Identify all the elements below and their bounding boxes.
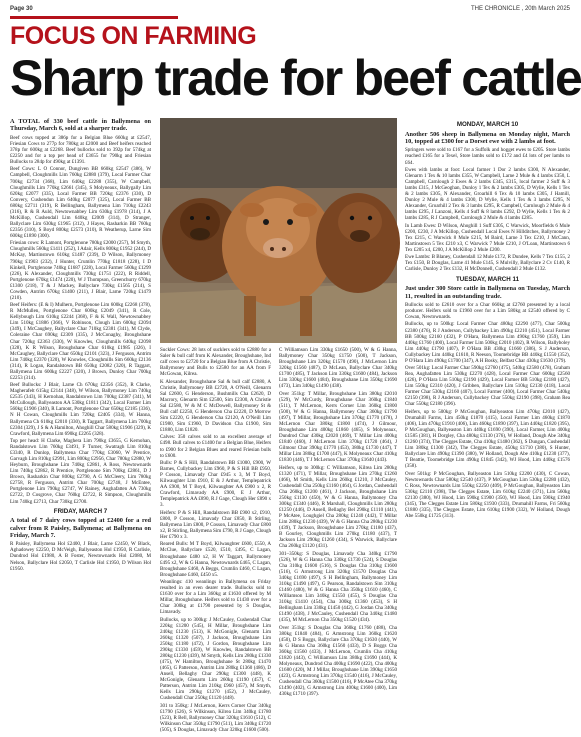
- paragraph: C Williamson Lim 330kg £1650 (500), W & G Hanna, Ballymoney Char 350kg £1750 (500), T Jackson, Broughshane Lim 320kg £1570 (490), J McLernon Lim 320kg £1560 (487), D McLean, Ballyclare Char 340kg £1700 (485), T Jackson Lim 330kg £1600 (484), Jackson Lim 330kg £1600 (484), Broughshane Lim 350kg £1690 (473), Lim 340kg £1490 (438).: [279, 347, 397, 390]
- paragraph: Top per head: H Clarke, Maghera Lim 790kg £3655, G Kernohan, Randalstown Lim 760kg £3491, F Turner, Swatragh Lim 810kg £3340, R Dunlop, Ballymena Char 770kg £3060, W Prentice, Garvagh Lim 810kg £2991, Lim 800kg £2956, Char 780kg £2880, W Heyburn, Broughshane Lim 740kg £2861, A Ross, Newtownards Lim 740kg £2862, R Prentice, Portglenone Sim 700kg £2861, D J Brown, Rasharkin Char 800kg £2790, A G McCleery, Lim 780kg £2758, R Ferguson, Antrim Char 700kg £2748, J McEntee, Portglenone Lim 790kg £2747, W Rainey, Aughafatten AA 730kg £2722, D Cosgrove, Char 760kg £2722, R Simpson, Cloughmills Lim 740kg £2713, Char 730kg £2700.: [10, 438, 151, 505]
- paragraph: Bullocks, up to 500kg: Local Farmer Char 480kg £2290 (477), Char 500kg £2380 (476), R J Anderson, Cullybackey Lim 490kg £2210 (451), Local Farmer BB 500kg £2160 (432), P O'Hara, Ballymena Lim 490kg £1760 (359), Lim 440kg £1760 (400), Local Farmer Lim 500kg £2010 (402), R Wilson, Ballyboley Lim 440kg £1790 (407), P O'Hara BB 430kg £1660 (386), S J Anderson, Cullybackey Lim 440kg £1610, R Neeson, Toomebridge BB 440kg £1550 (352), P O'Hara Lim 490kg £1700 (347), A H Bosky, Belfast Char 430kg £1630 (379).: [405, 321, 570, 364]
- article-column-2: [160, 347, 271, 733]
- paragraph: Calves: 350 calves sold to an excellent average of £498. Bull calves to £1400 for a Belgian Blue, Heifers to £900 for 2 Belgian Blues and reared Friesian bulls to £600.: [160, 434, 271, 459]
- paragraph: Bullocks sold to £2610 over for a Char 660kg at £2760 presented by a local producer. Heifers sold to £1960 over for a Lim 580kg at £2540 offered by C Cowan, Newtownards.: [405, 301, 570, 321]
- paragraph: Reared Bulls: M T Boyd, Kilwaughter £600, £550, A McClue, Ballyclare £520, £510, £495, C Lagan, Broughshane £480 x2, H W Taggart, Ballymoney £495 x2, W & G Hanna, Newtownards £465, C Lagan, Broughshane £460, A Beggs, Crumlin £460, C Lagan, Broughshane £460, £450 x5.: [160, 541, 271, 578]
- paragraph: Over 351kg: T Millar, Broughshane Lim 380kg £2010 (529), W McCurdy, Broughshane Char 360kg £1840 (511), T McLernon, Kerrs Corner Lim 360kg £1800 (500), W & G Hanna, Ballymoney Char 360kg £1790 (497), T Millar, Broughshane Lim 370kg £1770 (478), J McLernon Char 380kg £1800 (474), J Gilmour, Broughshane Lim 400kg £1860 (465), S Molyneaux, Dundrod Char 430kg £2020 (469), T Millar Lim 400kg £1840 (460), J McLernon Lim 370kg £1720 (464), J Gilmour Char 390kg £1770 (453), 380kg £1730 (447), T Millar Lim 380kg £1700 (447), K Molyneaux Char 410kg £1830 (446), T J McLernon Char 370kg £1640 (443).: [279, 390, 397, 464]
- page-header: [10, 3, 570, 14]
- article-column-4: [405, 118, 570, 728]
- paragraph: Beef cows topped at 386p for a Belgian Blue 660kg at £2547, Friesian Cows to 277p for 780kg at £2000 and Beef heifers reached 378p for 600kg at £2268. Beef bullocks sold to 392p for 574kg at £2250 and for a top per head of £3655 for 790kg and Friesian Bullocks to 284p for 490kg at £1391.: [10, 134, 151, 165]
- subhead-tuesday: TUESDAY, MARCH 11: [455, 275, 520, 283]
- paragraph: Heifers, up to 500kg: P McGoughan, Ballyeaston Lim 470kg £2010 (427), Drumahill Farms, Lim 450kg £1870 (415), Local Farmer Lim 460kg £1870 (406), Lim 470kg £1910 (406), Lim 460kg £1890 (397), Lim 440kg £1820 (395), P McGoughan, Ballyeaston Lim 440kg £1690 (390), Local Farmer, Lim 400kg £1585 (381), H Dorgley, Cha 480kg £1130 (376), W Holland, Dough Abe 340kg £1260 (374), The Clegges Estate, Cha 410kg £1480 (362), S Dungan, Cushendall Lim 380kg £1300 (342), The Clegges Estate, 450kg £1710 (380), S Hunter, Ballyclare Lim 490kg £1390 (380), W Holland, Dough Abe 410kg £1230 (377), T Beattie, Toomebridge Lim 490kg £1845 (342), WJ Hood, Lim 440kg £1576 (358).: [405, 408, 570, 470]
- paragraph: Heifers: P & S Hill, Randalstown BB £900 x2, £910, £800, P Cosson, Limavady Char £850, B Stirling, Ballymena Lim £800, P Cosson, Limavady Char £800 x2, B Stirling, Ballymena Sim £790, R J Gage, Clough Her £790 x 3.: [160, 509, 271, 540]
- paragraph: Bullocks, up to 300kg: J McCauley, Cushendall Char 220kg £1200 (545), H Millar, Broughshane Lim 240kg £1230 (513), K McGonigle, Glenarm Lim 260kg £1320 (507), J Jackson, Broughshane Lim 250kg £1180 (472), J Gordon, Broughshane Lim 290kg £1330 (459), W Knowles, Randalstown BB 280kg £1230 (439), M Smyth, Kells Lim 280kg £1330 (475), W Hamilton, Broughshane St 280kg £1470 (465), G Patterson, Antrim Lim 280kg £1360 (486), D Ansell, Bellaghy Char 290kg £1300 (448), K McGonigle, Glenarm Lim 260kg £1190 (457), C Patterson, Antrim Lim 210kg £960 (457), M Smyth, Kells Lim 290kg £1270 (452), J McCauley, Cushendall Char 250kg £1120 (448).: [160, 616, 271, 702]
- paragraph: K Alexander, Broughshane Sal & bull calf £2880, A Christie, Ballymoney BB £2720, A O'Neill, Glenarm Sal £2600, G Henderson, Bushmills Cha £2620, D Macrory, Glenarm Sim £2500, Sim £2300, A Christie Sal £2580, W & M C McDowell, Ballymoney St & Bull calf £2250, G Henderson Cha £2220, D Morrow Sim £2220, G Henderson Cha £2120, A O'Neill Lim £1980, Sim £1960, D Davidson Cha £1900, Sim £1880, Lim £1820.: [160, 378, 271, 433]
- monday-lead: Another 506 sheep in Ballymena on Monday night, March 10, topped at £300 for a Dorset ewe with 2 lambs at foot.: [405, 130, 570, 145]
- paragraph: Friesian cows: R Lamont, Portglenone 780kg £2000 (257), M Smyth, Cloughmills 560kg £1411 (252), I Adair, Kells 800kg £1952 (244), D McKay, Martinstown 610kg £1487 (239), D Wilson, Ballymoney 790kg £1903 (232), J Hunter, Crumlin 770kg £1818 (228), I D Kinkell, Portglenone 740kg £1687 (228), Local Farmer 560kg £1299 (226), K Alexander, Cloughmills 730kg £1751 (222), R Riddell, Portglenone 670kg £1474 (220), W J Thompson, Greenchurry 670kg £1300 (218), T & J Mackey, Ballyclare 730kg £1565 (214), S Cowden, Antrim 670kg £1400 (211), J Blair, Larne 720kg £1479 (210).: [10, 240, 151, 301]
- masthead: THE CHRONICLE , 20th March 2025: [470, 5, 570, 12]
- paragraph: Beef Heifers: (E & I) Mulhern, Portglenone Lim 600kg £2268 (378), R McMullen, Portglenone Char 600kg £2049 (341), R Cole, Kellybough Lim 610kg £2244 (368), F & K Wall, Newtownabbey Lim 510kg £1886 (366), V Robinson, Clough Lim 600kg £2094 (349), I McCaughey, Ballyclare Char 710kg £2381 (341), M Clyde, Coleraine Char 690kg £2309 (335), J McConaghy, Broughshane Char 720kg £2363 (330), W Knowles, Cloughmills 640kg £2098 (328), K R Wilson, Broughshane Char 610kg £1985 (326), I McCaughey, Ballyclare Char 650kg £2101 (323), J Ferguson, Antrim Lim 740kg £2370 (320), W Knowles, Cloughmills Sim 660kg £2136 (314), R Logan, Randalstown BB 650kg £2082 (320), R Taggart, Ballymena Lim 600kg £2227 (320), J Brown, Dunloy Char 700kg £2253 (314).: [10, 302, 151, 381]
- paragraph: Over 501kg: P McGoughan, Ballyeaston Lim 510kg £2200 (430), C Cowan, Newtownards Char 580kg £2540 (437), P McGoughan Lim 530kg £2280 (432), C Ross, Newtownards Lim 550kg £2250 (409), P McGoughan, Ballyeaston Lim 530kg £2110 (398), The Clegges Estate, Lim 610kg £2240 (371), Lim 560kg £2130 (380), WJ Hood, Lim 590kg £1900 (350), WJ Hood, Lim 590kg £1940 (345), The Clegges Estate Lim 580kg £1930 (333), Drumahill Farms, Fri 560kg £1880 (335), The Clegges Estate, Lim 610kg £1900 (332), W Holland, Dough Abe 550kg £1725 (313).: [405, 470, 570, 520]
- section-title: FOCUS ON FARMING: [10, 22, 257, 50]
- cattle-photo: [160, 118, 397, 343]
- headline: Sharp trade for beef cattle: [10, 50, 581, 106]
- paragraph: Over 501kg: Local Farmer Char 590kg £2760 (475), 540kg £2580 (478), Graham Rea, Aughafatten Lim 530kg £2270 (428), Local Farmer Char 600kg £2560 (426), P O'Hara Lim 510kg £2190 (429), Local Farmer BB 510kg £2180 (427), Lim 550kg £2310 (420), J Gribben, Ballyclare Lim 510kg £2130 (418), Local Farmer Char 530kg £2160 (407), Local Farmer (400), Local Farmer Char 540kg £2150 (398), R J Anderson, Cullybackey Char 550kg £2190 (398), Graham Rea Char 550kg £2180 (396).: [405, 365, 570, 408]
- cattle-photo-illustration: [160, 118, 397, 343]
- subhead-friday: FRIDAY, MARCH 7: [53, 507, 108, 515]
- paragraph: Suckler Cows: 28 lots of sucklers sold to £2880 for a Saler & bull calf from K Alexander, Broughshane, Ind calf cows to £2720 for a Belgian Blue from A Christie, Ballymoney and Bulls to £2580 for an AA from F McGowan, Kilrea.: [160, 347, 271, 378]
- article-lead: A TOTAL of 330 beef cattle in Ballymena on Thursday, March 6, sold at a sharper trade.: [10, 118, 151, 133]
- paragraph: Heifers, up to 300kg: C Williamson, Kilrea Lim 280kg £1320 (471), T Millar, Broughshane Lim 270kg £1260 (466), M Smith, Kells Lim 260kg £1210, J McCauley, Cushendall Cha 250kg £1160 (464), G Jordan, Cushendall Cha 260kg £1200 (461), J Jackson, Broughshane Lim 250kg £1130 (450), W & G Hanna, Ballymoney Cha 300kg £1340 (446), R Marshall, Cloughmills Lim 280kg £1250 (446), D Ansell, Bellaghy Bel 290kg £1110 (441), P McAtee, Loughgiel Cha 280kg £1240 (442), T Millar Lim 280kg £1230 (439), W & G Hanna Cha 280kg £1230 (439), T Jackson, Broughshane Lim 270kg £1180 (437), B Gourley, Cloughmills Lim 270kg £1180 (437), T Jackson Lim 290kg £1260 (434), S Warwick, Ballyclare Cha 260kg £1120 (431).: [279, 464, 397, 550]
- article-column-3: [279, 347, 397, 728]
- friday-lead: A total of 7 dairy cows topped at £2400 for a red calver from R Paisley, Ballymena; at Ballymena on Friday, March 7.: [10, 517, 151, 539]
- paragraph: Weanlings: 410 weanlings in Ballymena on Friday resulted in an even dearer trade. Bullocks sold to £1630 over for a Lim 360kg at £1630 offered by M Millar, Broughshane. Heifers sold to £1430 over for a Char 300kg at £1790 presented by S Douglas, Limavady.: [160, 579, 271, 616]
- paragraph: 301–350kg: S Douglas, Limavady Cha 340kg £1790 (526), W & G Hanna Cha 330kg £1730 (524), S Douglas Cha 310kg £1600 (516), S Douglas Cha 310kg £1600 (516), G Armstrong Lim 320kg £1570 Douglas Cha 340kg £1690 (497), S H Bellingham, Ballymoney Lim 310kg £1490 (497), G Pearson, Randalstown Sim 310kg £1460 (480), W & G Hanna Cha 350kg £1610 (460), C Williamson Lim 340kg £1550 (455), S Douglas Cha 310kg £1410 (454), Cha 300kg £1360 (453), S H Bellingham Lim 330kg £1450 (442), G Jordan Cha 340kg £1490 (438), J McCauley, Cushendall Cha 340kg £1480 (435), M McLernon Cha 350kg £1520 (434).: [279, 550, 397, 624]
- paragraph: Ewes with lambs at foot: Local farmer 1 Dor 2 lambs £300, N Alexander, Glenarm 1 Tex & 10 lambs £355, W Campbell, Larne 2 Mule & 4 lambs £350, L Campbell, Carnlough 2 Ewes & 2 lambs £345, £315, local farmer 2 Suff & 3 lambs £315, J McGeoghan, Dunloy 1 Tex & 2 lambs £305, D Wylie, Kells 1 Tex & 2 lambs £305, N Alexander, Groarhill 6 Tex & 10 lambs £305, J Hamill, Dunloy 2 Mule & 4 lambs £300, D Wylie, Kells 1 Tex & 3 lambs £295, N Alexander, Groarhill 2 Tex & 3 lambs £295, R Campbell, Carnlough 2 Mule & 4 lambs £295, J Lanzoni, Kells 4 Suff & 8 lambs £292, D Wylie, Kells 1 Tex & 2 lambs £285, R J Campbell, Carnlough 2 Mule & 4 lambs £285.: [405, 166, 570, 222]
- section-bar: [10, 16, 178, 19]
- page-number: Page 30: [10, 5, 33, 12]
- paragraph: Beef Cows: L O Connor, Dungiven BB 660kg £2547 (386), W Campbell, Cloughmills Lim 760kg £2880 (379), Local Farmer Char 700kg £2734 (368), Lim 640kg £2288 (355), W Campbell, Cloughmills Lim 770kg £2661 (345), S Molyneaux, Ballygally Lim 620kg £2077 (335), Local Farmer BB 720kg £2376 (330), D Convery, Cushendun Lim 640kg £2077 (325), Local Farmer BB 680kg £2711 (319), R Bellingham, Ballymena Lim 710kg £2243 (316), R & R Auld, Newtownabbey Lim 630kg £1978 (314), J A McKillop, Cushendall Lim 640kg £2009 (314), D Stranger, Ballyclare Lim 630kg £1965 (312), J Hayes, Rasharkin BB 760kg £2356 (310), S Boyd 800kg £2573 (310), R Weatherup, Larne Sim 600kg £1890 (300).: [10, 166, 151, 239]
- paragraph: Springers were sold to £167 for a Suffolk and hogget ewes to £205. Store lambs reached £165 for a Texel, Store lambs sold to £172 and £4 lots of per lambs to £64.: [405, 147, 570, 166]
- article-column-1: [10, 118, 151, 728]
- paragraph: R Paisley, Ballymena Hol £2400, J Blair, Larne £2450, W Black, Aghadowey £2250, D McVeigh, Ballyeaston Hol £1950, R Carlisle, Dundrod Hol £1980, A B Foster, Newtownards Hol £2080, M Nelson, Ballyclare Hol £2050, T Carlisle Hol £1950, D Wilson Hol £1950.: [10, 541, 151, 572]
- paragraph: 301 to 350kg: J McLernon, Kerrs Corner Char 340kg £1790 (526), S Wilkinson, Kilrea Lim 340kg £1780 (523), R Bell, Ballymoney Char 320kg £1610 (512), C Wilkinson Char 350kg £1790 (511), Lim 340kg £1720 (505), S Douglas, Limavady Char 320kg £1600 (500).: [160, 702, 271, 733]
- paragraph: Beef Bullocks: J Blair, Larne Ch 670kg £2356 (352), R Clarke, Magherafelt 615kg £2144 (348), W Wilson, Ballymoney Lim 740kg £2535 (343), H Kernohan, Randalstown Lim 700kg £2387 (341), M McCullough, Ballyeaston AA 530kg £1811 (342), Local Farmer Lim 560kg £1906 (340), R Lamont, Portglenone Char 650kg £2185 (336), N H Cowan, Cloughmills Lim 720kg £2405 (334), W Hanna, Ballymena Ch 610kg £2010 (330), R Taggart, Ballymena Lim 700kg £2304 (329), J S & A Hamilton, Ahoghill Char 580kg £1906 (329), K Crawford, Ballymena Lim 690kg £2265 (328).: [10, 382, 151, 437]
- tuesday-lead: Just under 300 Store cattle in Ballymena on Tuesday, March 11, resulted in an outstanding trade.: [405, 285, 570, 300]
- paragraph: Bulls: P & S Hill, Randalstown BB £1000, £900, W Barnes, Cullybackey Lim £960, P & S Hill BB £950, P Cosson, Limavady Char £945 x 3, M T Boyd, Kilwaughter Lim £910, E & J Arthur, Templepatrick AA £900, M T Boyd, Kilwaughter AA £900 x 2, R Crawford, Limavady AA £900, E J Arthur, Templepatrick AA £890, R J Gage, Clough Her £890 x 3.: [160, 460, 271, 509]
- paragraph: Over 351kg: S Douglas Cha 360kg £1760 (488), Cha 380kg £1840 (484), G Armstrong Lim 360kg £1620 (450), D S Boggs, Ballyclare Cha 370kg £1630 (440), W & G Hanna Cha 360kg £1560 (433), D S Boggs Cha 360kg £1560 (433), J McLernon, Crumlin Cha 410kg £1820 (443), C Williamson Lim 380kg £1690 (444), K Molyneaux, Dundrod Cha 400kg £1690 (422), Cha 400kg £1680 (420), M J Millar, Broughshane Lim 390kg £1650 (423), G Armstrong Lim 370kg £1540 (416), J McCauley, Cushendall Cha 360kg £1500 (416), P McAtee Cha 370kg £1490 (402), G Armstrong Lim 400kg £1600 (400), Lim 430kg £1710 (397).: [279, 624, 397, 698]
- subhead-monday: MONDAY, MARCH 10: [456, 121, 519, 128]
- paragraph: In Lamb Ewes: D Wilson, Ahoghill 1 Suff £305, C Warwick, Moorfields 6 Mule £200, £230, J A McKillop, Cushendall Local Ewes N Hillditches, Ballymoney 2 Tex £215, C Warwick 8 Mule £215, M Baird, Larne 3 Tex £210, J McCann, Martinstown 5 Tex £210 x3, C Warwick 7 Mule £210, J O'Loan, Martinstown 6 Tex £205 x4, £200, J A McKillop 2 Mule £200.: [405, 222, 570, 253]
- paragraph: Ewe Lambs: B Blaney, Cushendall 12 Mule £172, R Dundee, Kells 7 Tex £155, 2 Tex £150, B Douglas, Larne 41 Mule £145, S Mulvilly, Ballyclare 2 Cv £140, R Carlisle, Dunloy 2 Tex £132, H McDonnell, Cushendall 2 Mule £132.: [405, 254, 570, 273]
